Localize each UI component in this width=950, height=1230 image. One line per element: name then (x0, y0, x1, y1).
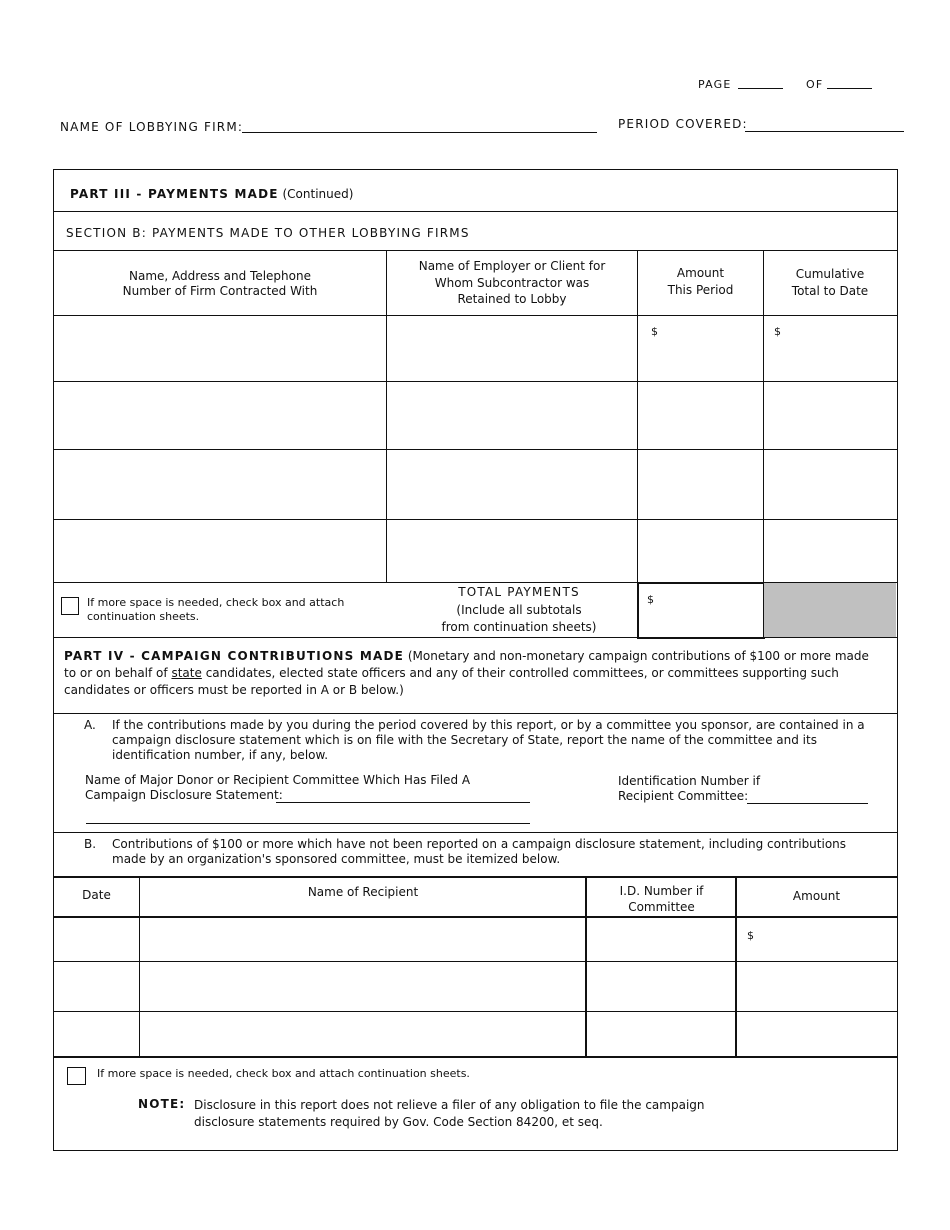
col-recipient-name: Name of Recipient (307, 885, 419, 899)
period-covered-label: PERIOD COVERED: (618, 117, 748, 131)
section-b-title: SECTION B: PAYMENTS MADE TO OTHER LOBBYING FIRMS (66, 226, 470, 240)
total-payments-label: TOTAL PAYMENTS (458, 585, 580, 599)
payment-row-3-cumulative[interactable] (764, 450, 896, 519)
payment-row-3-amount[interactable] (638, 450, 763, 519)
identification-number-label: Identification Number if Recipient Committee: (618, 774, 761, 803)
part3-continuation-note: If more space is needed, check box and attach continuation sheets. (87, 596, 345, 623)
donor-committee-field-line-2[interactable] (86, 823, 530, 824)
section-a-text: If the contributions made by you during the period covered by this report, or by a committee you sponsor, are contained in a campaign disclosure statement which is on file with the Secretary of State, report the name of the committee and its identification number, if any, below. (112, 718, 865, 762)
part4-continuation-note: If more space is needed, check box and attach continuation sheets. (97, 1067, 470, 1080)
section-b-text: Contributions of $100 or more which have not been reported on a campaign disclosure statement, including contributions made by an organization's sponsored committee, must be itemized below. (112, 837, 847, 866)
payment-row-4-firm[interactable] (54, 520, 386, 582)
identification-number-field[interactable] (747, 803, 868, 804)
grid-line (585, 877, 587, 1057)
total-payments-subtitle: (Include all subtotals from continuation sheets) (441, 603, 597, 634)
payment-row-1-amount[interactable] (638, 316, 763, 381)
divider (53, 250, 897, 251)
payment-row-2-amount[interactable] (638, 382, 763, 449)
period-covered-field[interactable] (745, 131, 904, 132)
contribution-row-2-date[interactable] (54, 962, 139, 1011)
contribution-row-3-id[interactable] (588, 1012, 735, 1056)
of-label: OF (806, 78, 824, 91)
divider (53, 832, 897, 833)
section-a-label: A. (84, 718, 96, 732)
part4-intro (64, 648, 884, 699)
payment-row-4-cumulative[interactable] (764, 520, 896, 582)
dollar-sign: $ (774, 325, 781, 338)
divider (53, 713, 897, 714)
dollar-sign: $ (747, 929, 754, 942)
contribution-row-1-recipient[interactable] (140, 918, 585, 961)
col-cumulative-total: Cumulative Total to Date (791, 267, 869, 298)
total-payments-field[interactable] (637, 582, 765, 639)
donor-committee-label: Name of Major Donor or Recipient Committee Which Has Filed A Campaign Disclosure Statement: (85, 773, 471, 802)
payment-row-4-amount[interactable] (638, 520, 763, 582)
divider (53, 876, 897, 878)
col-date: Date (82, 888, 111, 902)
payment-row-2-employer[interactable] (387, 382, 637, 449)
col-firm-contracted: Name, Address and Telephone Number of Firm Contracted With (122, 269, 318, 298)
shaded-cell (764, 583, 896, 637)
payment-row-1-cumulative[interactable] (764, 316, 896, 381)
col-employer-client: Name of Employer or Client for Whom Subcontractor was Retained to Lobby (418, 259, 606, 306)
firm-name-label: NAME OF LOBBYING FIRM: (60, 120, 244, 134)
contribution-row-1-date[interactable] (54, 918, 139, 961)
page-label: PAGE (698, 78, 732, 91)
contribution-row-1-amount[interactable] (738, 918, 896, 961)
contribution-row-1-id[interactable] (588, 918, 735, 961)
firm-name-field[interactable] (242, 132, 597, 133)
donor-committee-field[interactable] (276, 802, 530, 803)
contribution-row-3-recipient[interactable] (140, 1012, 585, 1056)
dollar-sign: $ (651, 325, 658, 338)
page-total-field[interactable] (827, 88, 872, 89)
note-text: Disclosure in this report does not relieve a filer of any obligation to file the campaign disclosure statements required by Gov. Code Section 84200, et seq. (194, 1098, 705, 1129)
part4-intro-text-1: (Monetary and non-monetary campaign contributions of $100 or more made to or on behalf of (64, 649, 869, 680)
payment-row-2-firm[interactable] (54, 382, 386, 449)
payment-row-3-employer[interactable] (387, 450, 637, 519)
part3-continuation-checkbox[interactable] (61, 597, 79, 615)
dollar-sign: $ (647, 593, 654, 606)
part3-continued: (Continued) (282, 187, 354, 201)
payment-row-1-firm[interactable] (54, 316, 386, 381)
page-number-field[interactable] (738, 88, 783, 89)
contribution-row-3-date[interactable] (54, 1012, 139, 1056)
divider (53, 637, 897, 638)
note-label: NOTE: (138, 1097, 186, 1111)
payment-row-2-cumulative[interactable] (764, 382, 896, 449)
col-amount-this-period: Amount This Period (667, 266, 734, 297)
col-amount: Amount (792, 889, 841, 903)
part4-continuation-checkbox[interactable] (67, 1067, 86, 1085)
contribution-row-2-recipient[interactable] (140, 962, 585, 1011)
contribution-row-2-id[interactable] (588, 962, 735, 1011)
part3-title-row (70, 187, 353, 202)
payment-row-3-firm[interactable] (54, 450, 386, 519)
part3-title: PART III - PAYMENTS MADE (70, 187, 279, 201)
contribution-row-2-amount[interactable] (738, 962, 896, 1011)
part4-intro-text-2: candidates, elected state officers and any of their controlled committees, or committees supporting such candidates or officers must be reported in A or B below.) (64, 666, 839, 697)
part4-intro-state: state (171, 666, 202, 680)
grid-line (735, 877, 737, 1057)
payment-row-4-employer[interactable] (387, 520, 637, 582)
divider (53, 211, 897, 212)
grid-line (53, 1056, 897, 1058)
contribution-row-3-amount[interactable] (738, 1012, 896, 1056)
payment-row-1-employer[interactable] (387, 316, 637, 381)
section-b-label: B. (84, 837, 97, 851)
col-id-number: I.D. Number if Committee (619, 884, 704, 914)
part4-title: PART IV - CAMPAIGN CONTRIBUTIONS MADE (64, 649, 405, 663)
